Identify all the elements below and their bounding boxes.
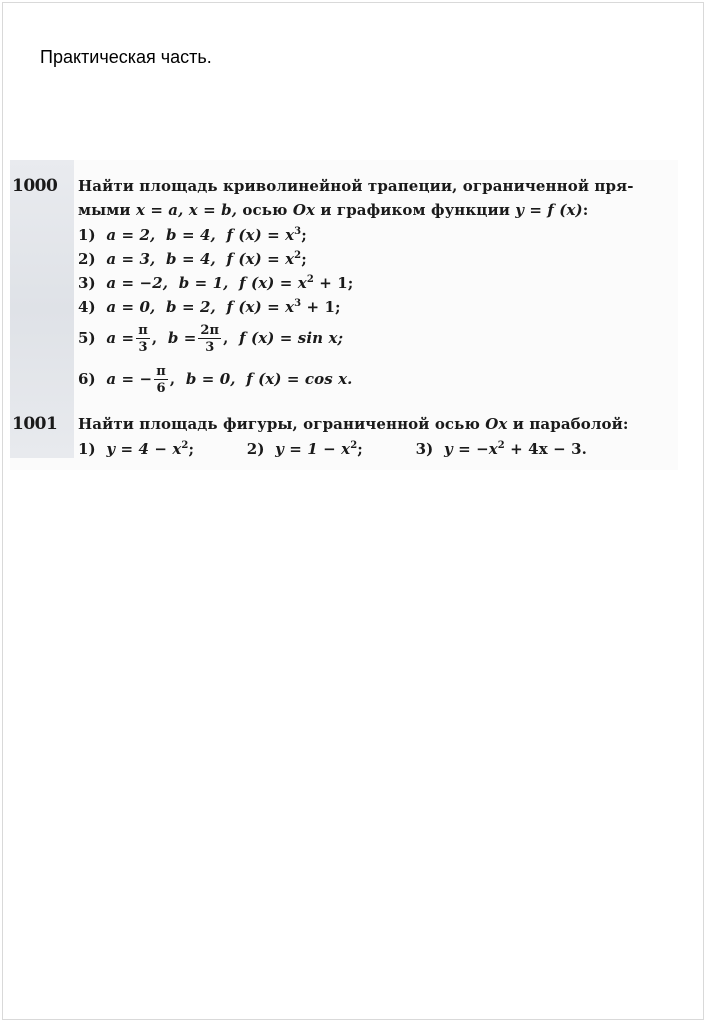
page-heading: Практическая часть.	[40, 47, 212, 67]
fraction: $\frac{\pi}{3}$	[138, 323, 148, 355]
fraction: $\frac{2\pi}{3}$	[200, 323, 220, 355]
textbook-scan	[10, 160, 678, 470]
fraction: $\frac{\pi}{6}$	[156, 364, 166, 396]
problem-number-1000: 1000	[12, 176, 58, 196]
problem-1001-item-3: 3) $y = -x^2 + 4x - 3$.	[415, 440, 587, 458]
problem-1000-item-2: 2) a = 3, b = 4, f $(x) = x^2$;	[78, 250, 307, 268]
page-border	[2, 2, 704, 1020]
problem-1000-item-1: 1) a = 2, b = 4, f $(x) = x^3$;	[78, 226, 307, 244]
problem-1000-statement-line-2: мыми x = a, x = b, осью Ox и графиком функции y = f (x):	[78, 201, 589, 219]
problem-1000-item-3: 3) a = −2, b = 1, f $(x) = x^2 + 1$;	[78, 274, 354, 292]
problem-1000-item-5: 5) a = $\frac{\pi}{3}$ , b = $\frac{2\pi}{3}$ , f (x) = sin x;	[78, 323, 344, 355]
problem-1000-statement-line-1: Найти площадь криволинейной трапеции, ограниченной пря-	[78, 177, 634, 195]
problem-1001-item-2: 2) $y = 1 - x^2$;	[246, 440, 363, 458]
problem-1001-items	[78, 440, 587, 458]
problem-1001-statement: Найти площадь фигуры, ограниченной осью Ox и параболой:	[78, 415, 629, 433]
problem-1001-item-1: 1) $y = 4 - x^2$;	[78, 440, 195, 458]
problem-number-1001: 1001	[12, 414, 58, 434]
problem-1000-item-4: 4) a = 0, b = 2, f $(x) = x^3 + 1$;	[78, 298, 341, 316]
problem-1000-item-6: 6) a = − $\frac{\pi}{6}$ , b = 0, f (x) = cos x.	[78, 364, 353, 396]
